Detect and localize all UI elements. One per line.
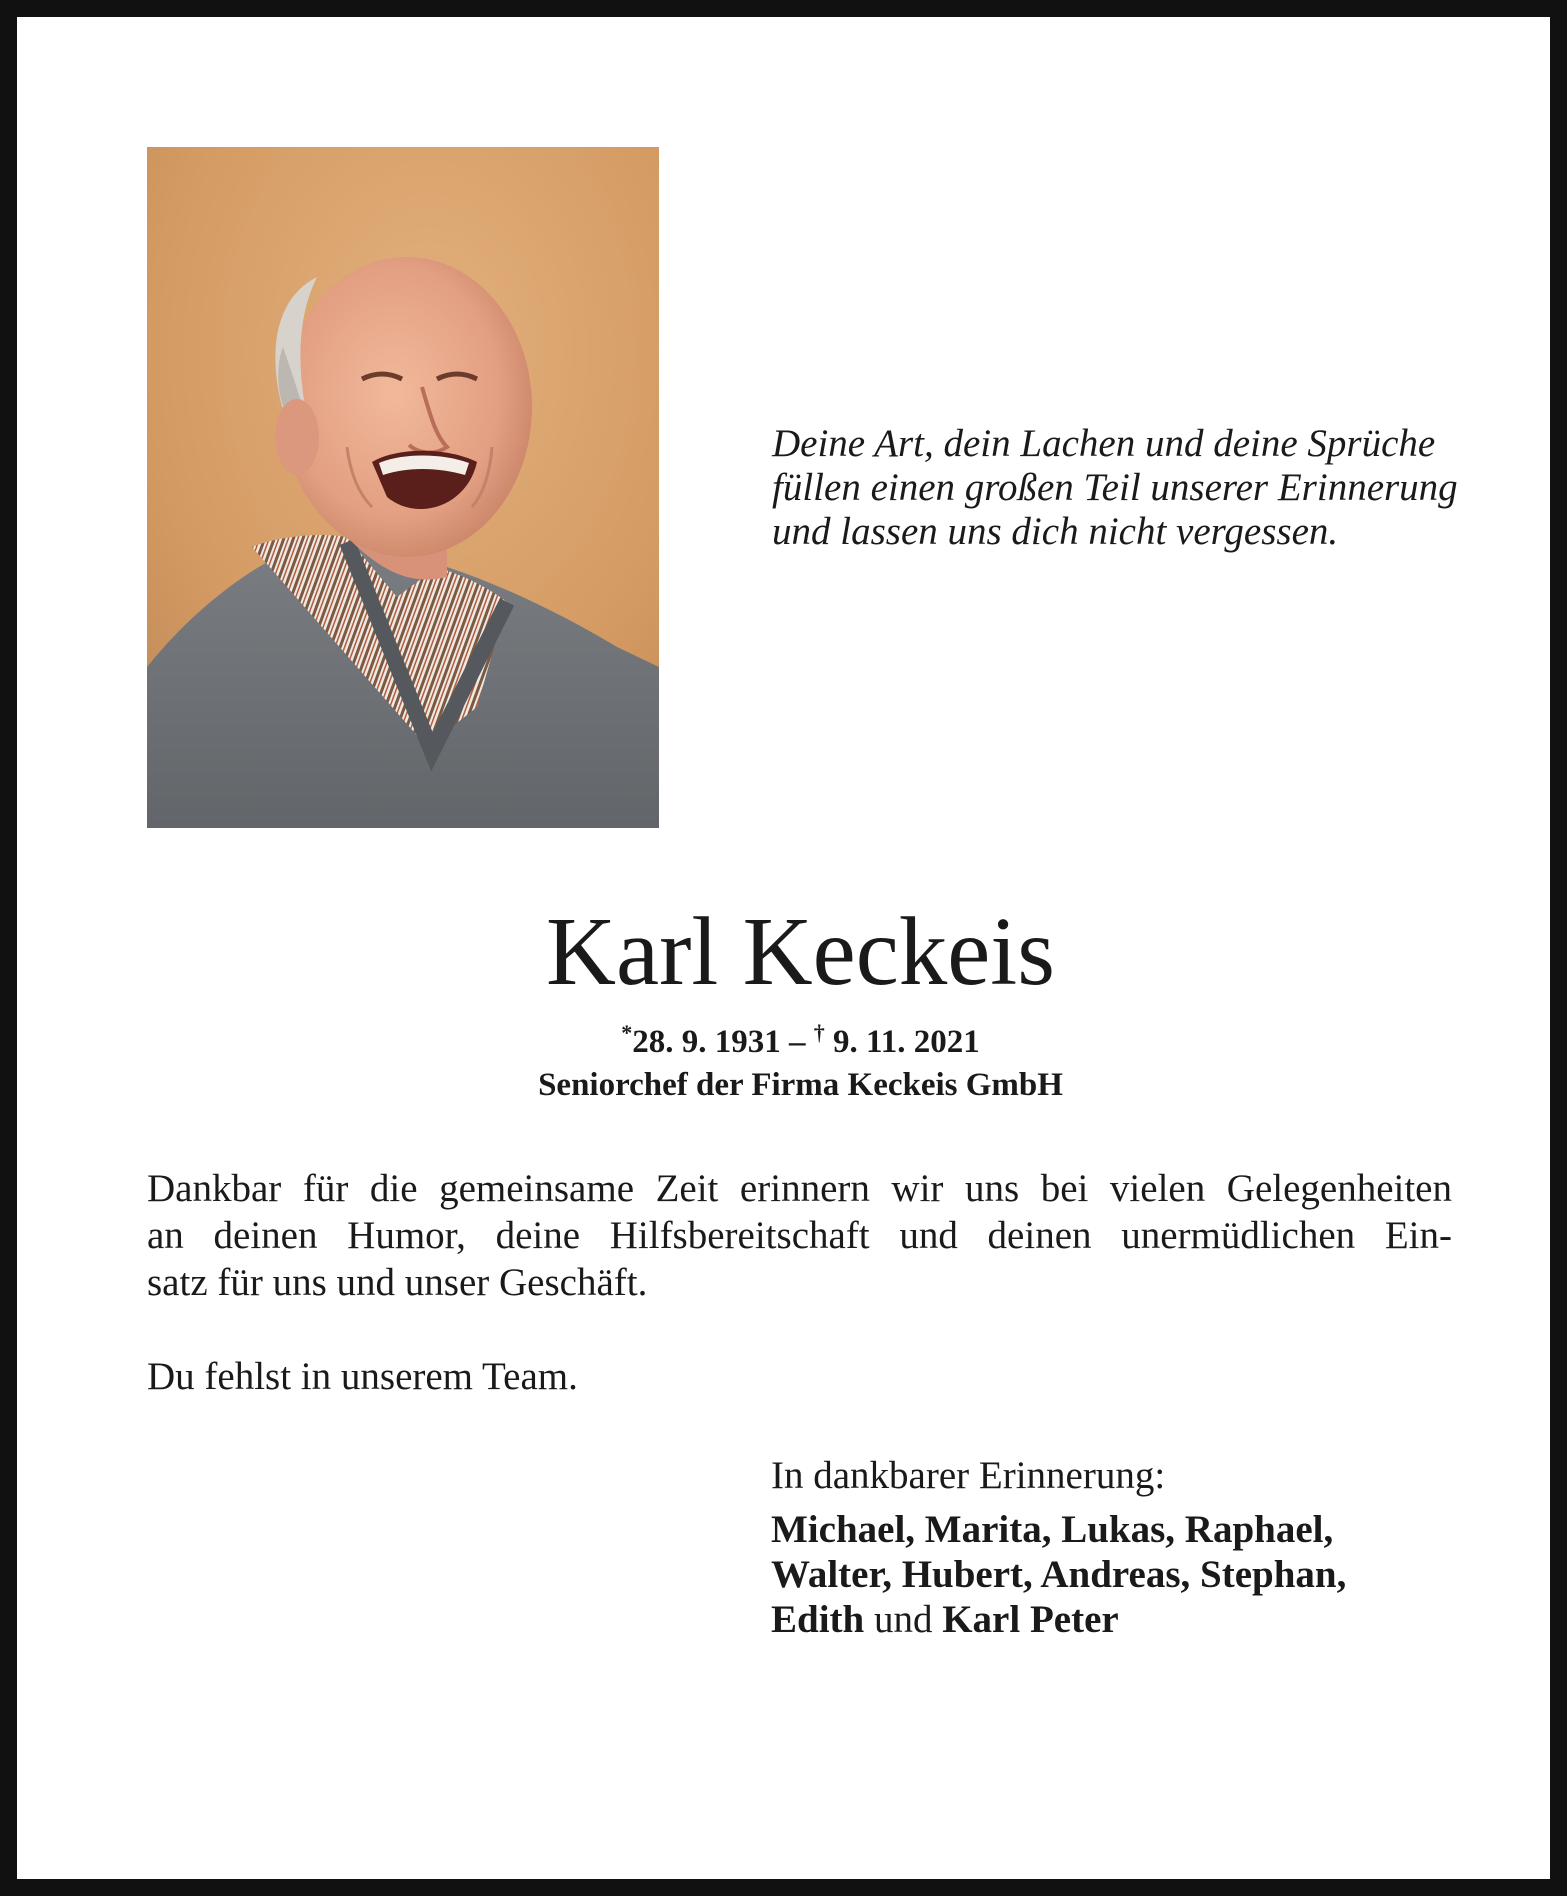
death-symbol: † [813, 1020, 825, 1045]
tribute-line: satz für uns und unser Geschäft. [147, 1261, 648, 1304]
signoff-intro: In dankbarer Erinnerung: [771, 1454, 1166, 1497]
mourner-line: Walter, Hubert, Andreas, Stephan, [771, 1553, 1347, 1596]
mourner-names [771, 1507, 1346, 1642]
life-dates [17, 1021, 1567, 1063]
birth-date: 28. 9. 1931 [632, 1024, 781, 1060]
memorial-quote [772, 422, 1492, 554]
quote-line: und lassen uns dich nicht vergessen. [772, 510, 1339, 553]
portrait-photo [147, 147, 659, 828]
conjunction: und [873, 1598, 933, 1641]
birth-symbol: * [621, 1020, 633, 1045]
death-date: 9. 11. 2021 [833, 1024, 980, 1060]
mourner-name: Edith [771, 1598, 865, 1641]
quote-line: Deine Art, dein Lachen und deine Sprüche [772, 422, 1436, 465]
closing-sentence: Du fehlst in unserem Team. [147, 1355, 578, 1398]
date-dash: – [789, 1024, 806, 1060]
deceased-name: Karl Keckeis [545, 898, 1055, 1005]
tribute-paragraph [147, 1165, 1452, 1306]
tribute-line: Dankbar für die gemeinsame Zeit erinnern wir uns bei vielen Gelegenheiten [147, 1167, 1452, 1210]
tribute-line: an deinen Humor, deine Hilfsbereitschaft und deinen unermüdlichen Ein- [147, 1214, 1452, 1257]
deceased-role: Seniorchef der Firma Keckeis GmbH [538, 1067, 1063, 1103]
mourner-line: Michael, Marita, Lukas, Raphael, [771, 1508, 1334, 1551]
mourner-name: Karl Peter [942, 1598, 1119, 1641]
quote-line: füllen einen großen Teil unserer Erinnerung [772, 466, 1458, 509]
